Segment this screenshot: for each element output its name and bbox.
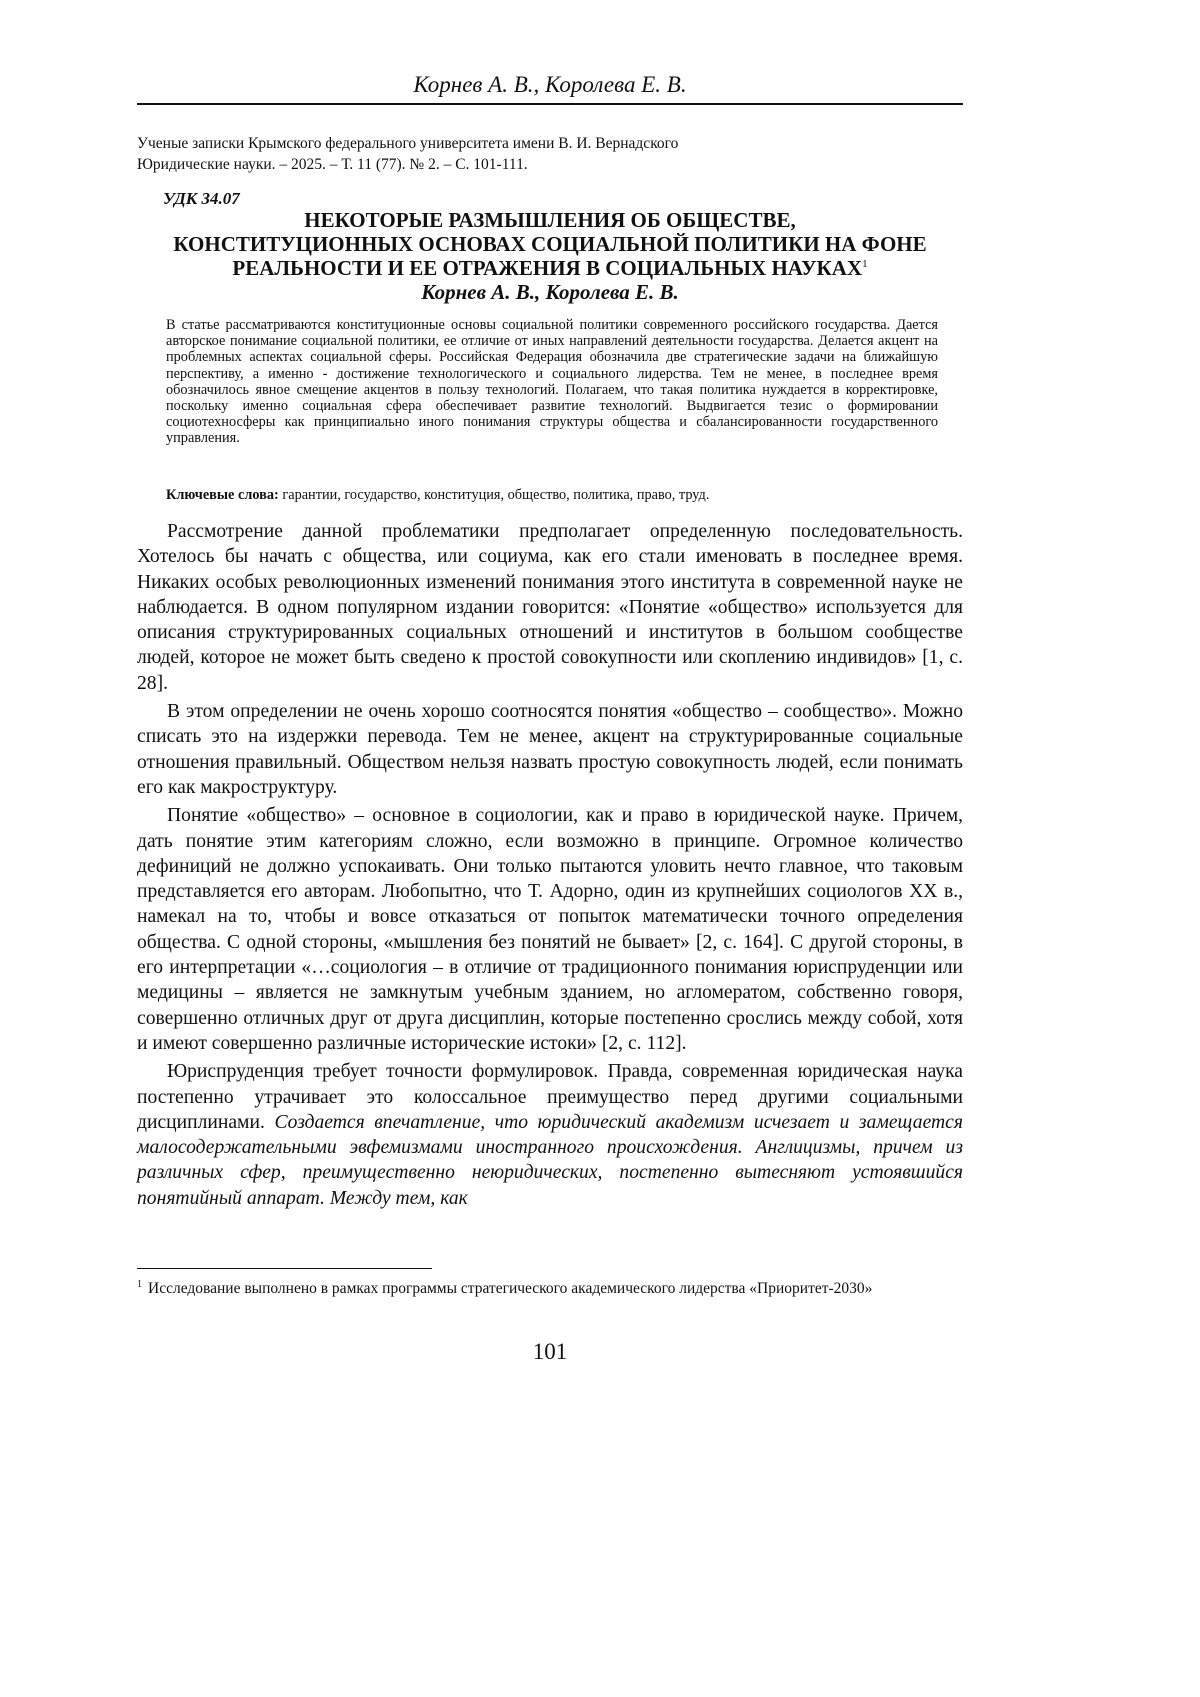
article-authors: Корнев А. В., Королева Е. В.	[137, 279, 963, 305]
title-footnote-mark[interactable]: 1	[862, 258, 868, 270]
article-page	[0, 0, 1200, 1697]
title-line-3-text: РЕАЛЬНОСТИ И ЕЕ ОТРАЖЕНИЯ В СОЦИАЛЬНЫХ НАУКАХ	[232, 256, 862, 280]
title-line-3	[137, 256, 963, 280]
udk-code: УДК 34.07	[163, 188, 240, 210]
body-paragraph-1: Рассмотрение данной проблематики предполагает определенную последовательность. Хотелось бы начать с общества, или социума, как его стали именовать в последнее время. Никаких особых революционных изменений понимания этого института в современной науке не наблюдается. В одном популярном издании говорится: «Понятие «общество» используется для описания структурированных социальных отношений и институтов в большом сообществе людей, которое не может быть сведено к простой совокупности или скоплению индивидов» [1, с. 28].	[137, 519, 963, 696]
body-paragraph-3: Понятие «общество» – основное в социологии, как и право в юридической науке. Причем, дать понятие этим категориям сложно, если возможно в принципе. Огромное количество дефиниций не должно успокаивать. Они только пытаются уловить нечто главное, что таковым представляется его авторам. Любопытно, что Т. Адорно, один из крупнейших социологов XX в., намекал на то, чтобы и вовсе отказаться от попыток математически точного определения общества. С одной стороны, «мышления без понятий не бывает» [2, с. 164]. С другой стороны, в его интерпретации «…социология – в отличие от традиционного понимания юриспруденции или медицины – является не замкнутым учебным зданием, но агломератом, собственно говоря, совершенно отличных друг от друга дисциплин, которые постепенно срослись между собой, хотя и имеют совершенно различные исторические истоки» [2, с. 112].	[137, 803, 963, 1056]
journal-citation	[137, 133, 963, 175]
journal-line-2: Юридические науки. – 2025. – Т. 11 (77). № 2. – С. 101-111.	[137, 154, 963, 175]
footnote-mark: 1	[137, 1279, 142, 1290]
title-line-1: НЕКОТОРЫЕ РАЗМЫШЛЕНИЯ ОБ ОБЩЕСТВЕ,	[137, 208, 963, 232]
header-rule	[137, 103, 963, 105]
keywords-label: Ключевые слова:	[166, 487, 279, 503]
running-head: Корнев А. В., Королева Е. В.	[137, 70, 963, 100]
journal-line-1: Ученые записки Крымского федерального университета имени В. И. Вернадского	[137, 133, 963, 154]
keywords-text: гарантии, государство, конституция, общество, политика, право, труд.	[279, 487, 710, 503]
page-number: 101	[137, 1337, 963, 1367]
footnote-text: Исследование выполнено в рамках программы стратегического академического лидерства «Приоритет-2030»	[148, 1280, 872, 1297]
article-body	[137, 519, 963, 1214]
body-paragraph-4-plain: Юриспруденция требует точности формулировок. Правда, современная юридическая наука постепенно утрачивает это колоссальное преимущество перед другими социальными дисциплинами.	[137, 1061, 963, 1133]
keywords	[166, 487, 938, 504]
body-paragraph-4	[137, 1059, 963, 1211]
title-line-2: КОНСТИТУЦИОННЫХ ОСНОВАХ СОЦИАЛЬНОЙ ПОЛИТИКИ НА ФОНЕ	[137, 232, 963, 256]
footnote-rule	[137, 1268, 432, 1269]
body-paragraph-4-italic: Создается впечатление, что юридический академизм исчезает и замещается малосодержательными эвфемизмами иностранного происхождения. Англицизмы, причем из различных сфер, преимущественно неюридических, постепенно вытесняют устоявшийся понятийный аппарат. Между тем, как	[137, 1112, 963, 1209]
article-title	[137, 208, 963, 280]
abstract: В статье рассматриваются конституционные основы социальной политики современного российского государства. Дается авторское понимание социальной политики, ее отличие от иных направлений деятельности государства. Делается акцент на проблемных аспектах социальной сферы. Российская Федерация обозначила две стратегические задачи на ближайшую перспективу, а именно - достижение технологического и социального лидерства. Тем не менее, в последнее время обозначилось явное смещение акцентов в пользу технологий. Полагаем, что такая политика нуждается в корректировке, поскольку именно социальная сфера обеспечивает развитие технологий. Выдвигается тезис о формировании социотехносферы как принципиально иного понимания структуры общества и сбалансированности государственного управления.	[166, 317, 938, 447]
footnote	[137, 1278, 963, 1299]
body-paragraph-2: В этом определении не очень хорошо соотносятся понятия «общество – сообщество». Можно списать это на издержки перевода. Тем не менее, акцент на структурированные социальные отношения правильный. Обществом нельзя назвать простую совокупность людей, если понимать его как макроструктуру.	[137, 699, 963, 800]
